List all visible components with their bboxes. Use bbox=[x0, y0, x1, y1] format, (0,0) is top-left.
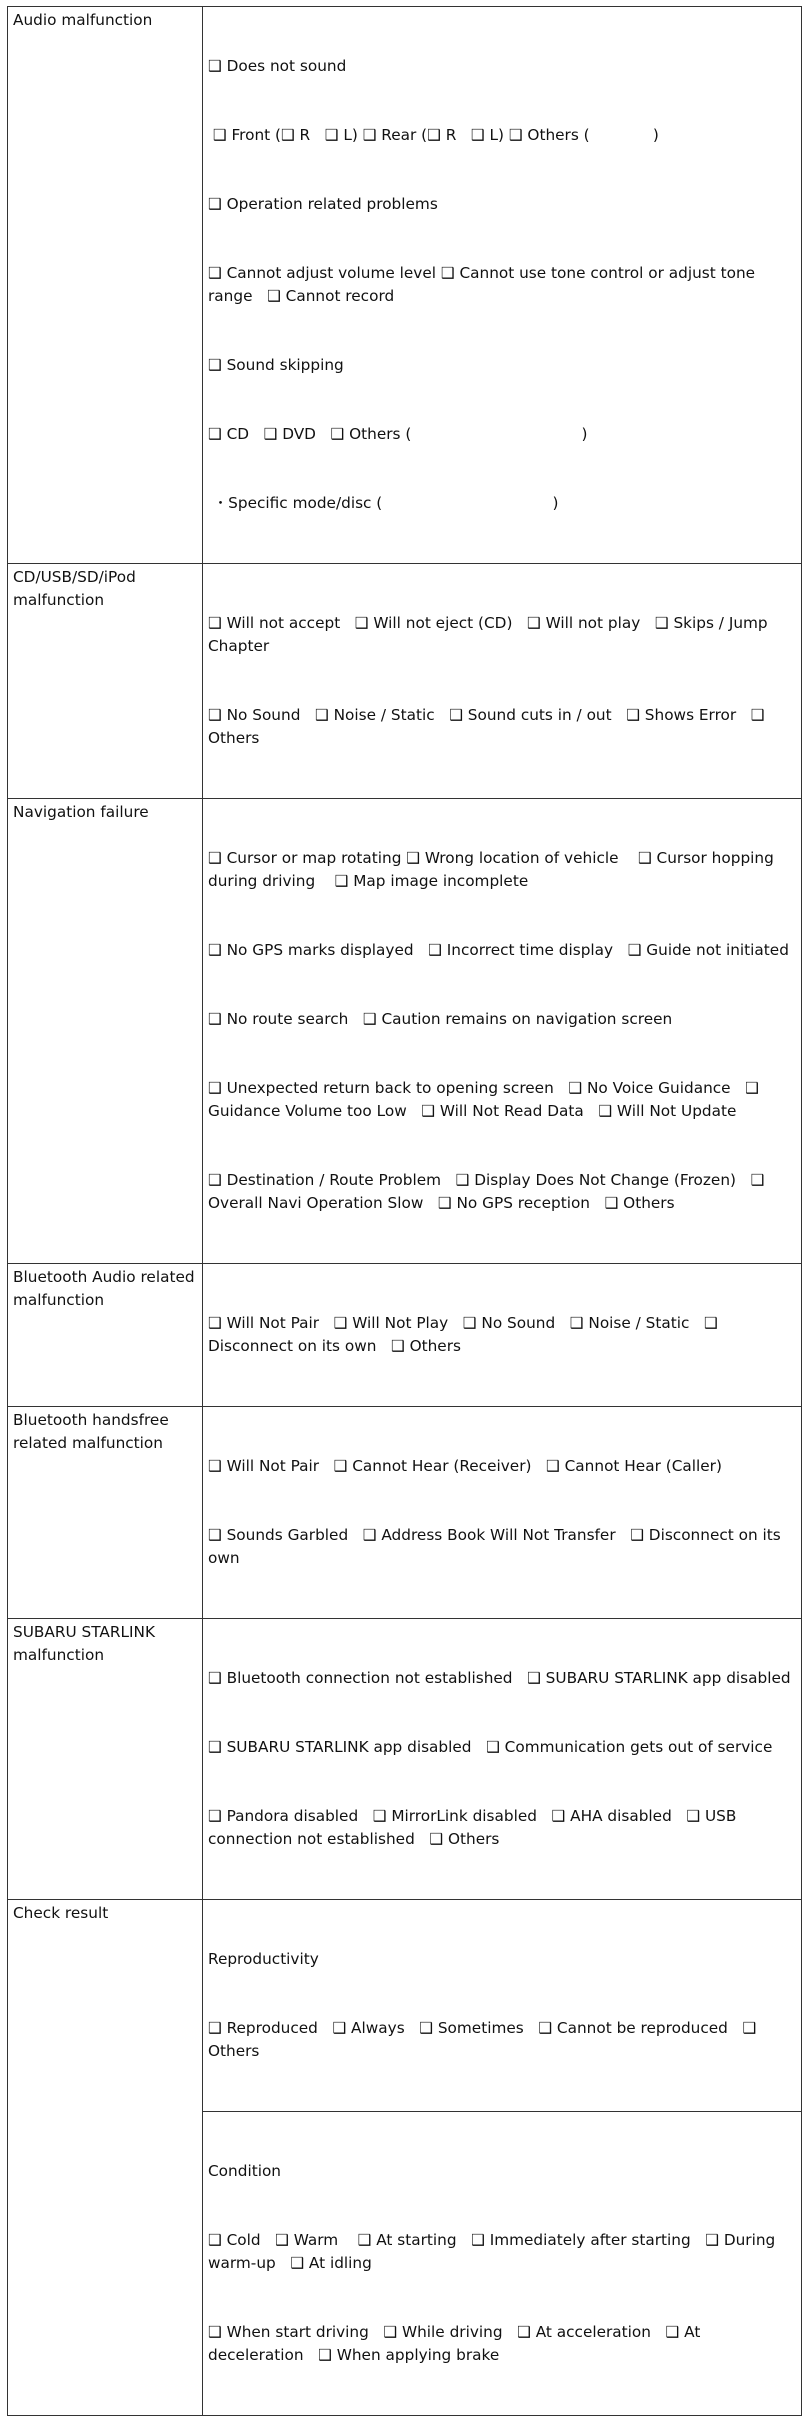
row-label: CD/USB/SD/iPod malfunction bbox=[8, 564, 203, 799]
row-audio bbox=[8, 7, 802, 564]
option-line: ❑ When start driving ❑ While driving ❑ At acceleration ❑ At deceleration ❑ When applying brake bbox=[208, 2323, 706, 2364]
option-line: ❑ Bluetooth connection not established ❑ SUBARU STARLINK app disabled bbox=[208, 1669, 791, 1687]
row-label: Check result bbox=[8, 1900, 203, 2416]
row-navigation bbox=[8, 799, 802, 1264]
option-line: Reproductivity bbox=[208, 1950, 319, 1968]
row-starlink bbox=[8, 1619, 802, 1900]
option-line: ❑ Does not sound bbox=[208, 57, 347, 75]
option-line: ❑ Will Not Pair ❑ Will Not Play ❑ No Sound ❑ Noise / Static ❑ Disconnect on its own ❑ Others bbox=[208, 1314, 723, 1355]
row-label: Bluetooth Audio related malfunction bbox=[8, 1264, 203, 1407]
row-options bbox=[203, 1619, 802, 1900]
option-line: ❑ Reproduced ❑ Always ❑ Sometimes ❑ Cannot be reproduced ❑ Others bbox=[208, 2019, 762, 2060]
option-line: ❑ Cannot adjust volume level ❑ Cannot use tone control or adjust tone range ❑ Cannot record bbox=[208, 264, 760, 305]
option-line: ❑ Destination / Route Problem ❑ Display Does Not Change (Frozen) ❑ Overall Navi Operation Slow ❑ No GPS reception ❑ Others bbox=[208, 1171, 770, 1212]
option-line: ❑ SUBARU STARLINK app disabled ❑ Communication gets out of service bbox=[208, 1738, 773, 1756]
option-line: ❑ Cursor or map rotating ❑ Wrong location of vehicle ❑ Cursor hopping during driving ❑ Map image incomplete bbox=[208, 849, 779, 890]
row-options bbox=[203, 1900, 802, 2112]
option-line: ❑ Cold ❑ Warm ❑ At starting ❑ Immediately after starting ❑ During warm-up ❑ At idling bbox=[208, 2231, 781, 2272]
row-label: Audio malfunction bbox=[8, 7, 203, 564]
row-bluetooth-handsfree bbox=[8, 1407, 802, 1619]
option-line: ・Specific mode/disc ( ) bbox=[208, 494, 559, 512]
row-options bbox=[203, 2112, 802, 2416]
malfunction-checklist bbox=[7, 6, 802, 2364]
row-label: Navigation failure bbox=[8, 799, 203, 1264]
option-line: ❑ Pandora disabled ❑ MirrorLink disabled ❑ AHA disabled ❑ USB connection not established ❑ Others bbox=[208, 1807, 742, 1848]
option-line: ❑ No GPS marks displayed ❑ Incorrect time display ❑ Guide not initiated bbox=[208, 941, 789, 959]
option-line: ❑ Unexpected return back to opening screen ❑ No Voice Guidance ❑ Guidance Volume too Low ❑ Will Not Read Data ❑ Will Not Update bbox=[208, 1079, 764, 1120]
row-label: Bluetooth handsfree related malfunction bbox=[8, 1407, 203, 1619]
row-cd-usb bbox=[8, 564, 802, 799]
option-line: Condition bbox=[208, 2162, 281, 2180]
row-options bbox=[203, 1407, 802, 1619]
row-bluetooth-audio bbox=[8, 1264, 802, 1407]
option-line: ❑ Operation related problems bbox=[208, 195, 438, 213]
option-line: ❑ Will not accept ❑ Will not eject (CD) ❑ Will not play ❑ Skips / Jump Chapter bbox=[208, 614, 773, 655]
option-line: ❑ Sounds Garbled ❑ Address Book Will Not Transfer ❑ Disconnect on its own bbox=[208, 1526, 786, 1567]
option-line: ❑ Front (❑ R ❑ L) ❑ Rear (❑ R ❑ L) ❑ Others ( ) bbox=[208, 126, 659, 144]
row-options bbox=[203, 1264, 802, 1407]
option-line: ❑ Sound skipping bbox=[208, 356, 344, 374]
option-line: ❑ No Sound ❑ Noise / Static ❑ Sound cuts in / out ❑ Shows Error ❑ Others bbox=[208, 706, 770, 747]
checklist-table bbox=[7, 6, 802, 2416]
row-options bbox=[203, 7, 802, 564]
row-options bbox=[203, 799, 802, 1264]
row-label: SUBARU STARLINK malfunction bbox=[8, 1619, 203, 1900]
row-options bbox=[203, 564, 802, 799]
row-check-result bbox=[8, 1900, 802, 2112]
option-line: ❑ No route search ❑ Caution remains on navigation screen bbox=[208, 1010, 673, 1028]
option-line: ❑ CD ❑ DVD ❑ Others ( ) bbox=[208, 425, 588, 443]
option-line: ❑ Will Not Pair ❑ Cannot Hear (Receiver) ❑ Cannot Hear (Caller) bbox=[208, 1457, 722, 1475]
